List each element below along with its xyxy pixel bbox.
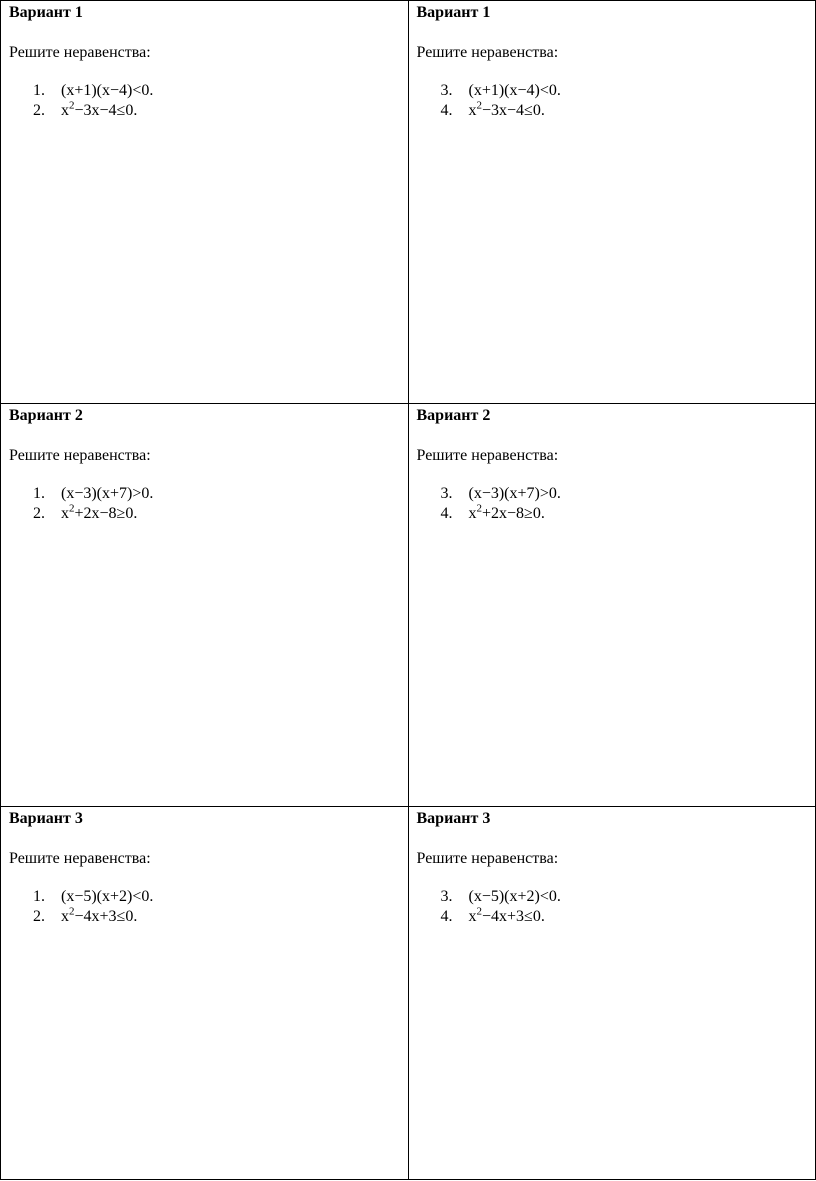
task-item [9, 907, 408, 927]
task-item [417, 887, 816, 907]
task-item [417, 101, 816, 121]
variant-title: Вариант 1 [416, 4, 491, 21]
task-item [9, 484, 408, 504]
variant-title: Вариант 2 [416, 407, 491, 424]
task-expression: $x^2+2x-8\ge 0$. [61, 502, 138, 522]
task-expression: (x−3)(x+7)>0. [61, 485, 154, 502]
task-number: 2. [33, 908, 45, 925]
task-list [417, 81, 816, 121]
task-number: 4. [440, 505, 453, 522]
instruction-text: Решите неравенства: [416, 447, 559, 464]
instruction-text: Решите неравенства: [416, 850, 559, 867]
task-item [9, 101, 408, 121]
task-expression: $x^2-4x+3\le 0$. [61, 905, 138, 925]
task-number: 4. [440, 908, 453, 925]
task-list [9, 81, 408, 121]
table-row [1, 1, 816, 404]
table-row [1, 404, 816, 807]
task-number: 3. [440, 888, 453, 905]
variant-title: Вариант 3 [416, 810, 491, 827]
task-list [9, 484, 408, 524]
instruction-text: Решите неравенства: [9, 44, 151, 61]
task-item [417, 484, 816, 504]
task-list [9, 887, 408, 927]
task-expression: $x^2-3x-4\le 0$. [61, 99, 138, 119]
task-number: 1. [33, 888, 45, 905]
task-item [9, 504, 408, 524]
variant-cell [408, 807, 816, 1180]
variant-title: Вариант 1 [9, 4, 83, 21]
instruction-text: Решите неравенства: [9, 447, 151, 464]
task-expression: (x+1)(x−4)<0. [468, 82, 561, 99]
task-number: 2. [33, 102, 45, 119]
variant-cell [1, 1, 409, 404]
task-number: 1. [33, 485, 45, 502]
task-expression: (x−5)(x+2)<0. [468, 888, 561, 905]
instruction-text: Решите неравенства: [416, 44, 559, 61]
task-number: 2. [33, 505, 45, 522]
variant-cell [1, 404, 409, 807]
task-number: 4. [440, 102, 453, 119]
task-item [9, 81, 408, 101]
variant-cell [408, 1, 816, 404]
instruction-text: Решите неравенства: [9, 850, 151, 867]
task-expression: $x^2-3x-4\le 0$. [468, 99, 545, 119]
variant-cell [408, 404, 816, 807]
task-item [417, 81, 816, 101]
task-expression: $x^2-4x+3\le 0$. [468, 905, 545, 925]
task-expression: (x−3)(x+7)>0. [468, 485, 561, 502]
task-number: 3. [440, 82, 453, 99]
task-expression: (x+1)(x−4)<0. [61, 82, 154, 99]
variant-title: Вариант 2 [9, 407, 83, 424]
variant-title: Вариант 3 [9, 810, 83, 827]
task-list [417, 484, 816, 524]
task-item [9, 887, 408, 907]
task-number: 1. [33, 82, 45, 99]
task-list [417, 887, 816, 927]
task-item [417, 907, 816, 927]
task-expression: (x−5)(x+2)<0. [61, 888, 154, 905]
task-number: 3. [440, 485, 453, 502]
table-row [1, 807, 816, 1180]
task-item [417, 504, 816, 524]
task-expression: $x^2+2x-8\ge 0$. [468, 502, 545, 522]
variant-cell [1, 807, 409, 1180]
